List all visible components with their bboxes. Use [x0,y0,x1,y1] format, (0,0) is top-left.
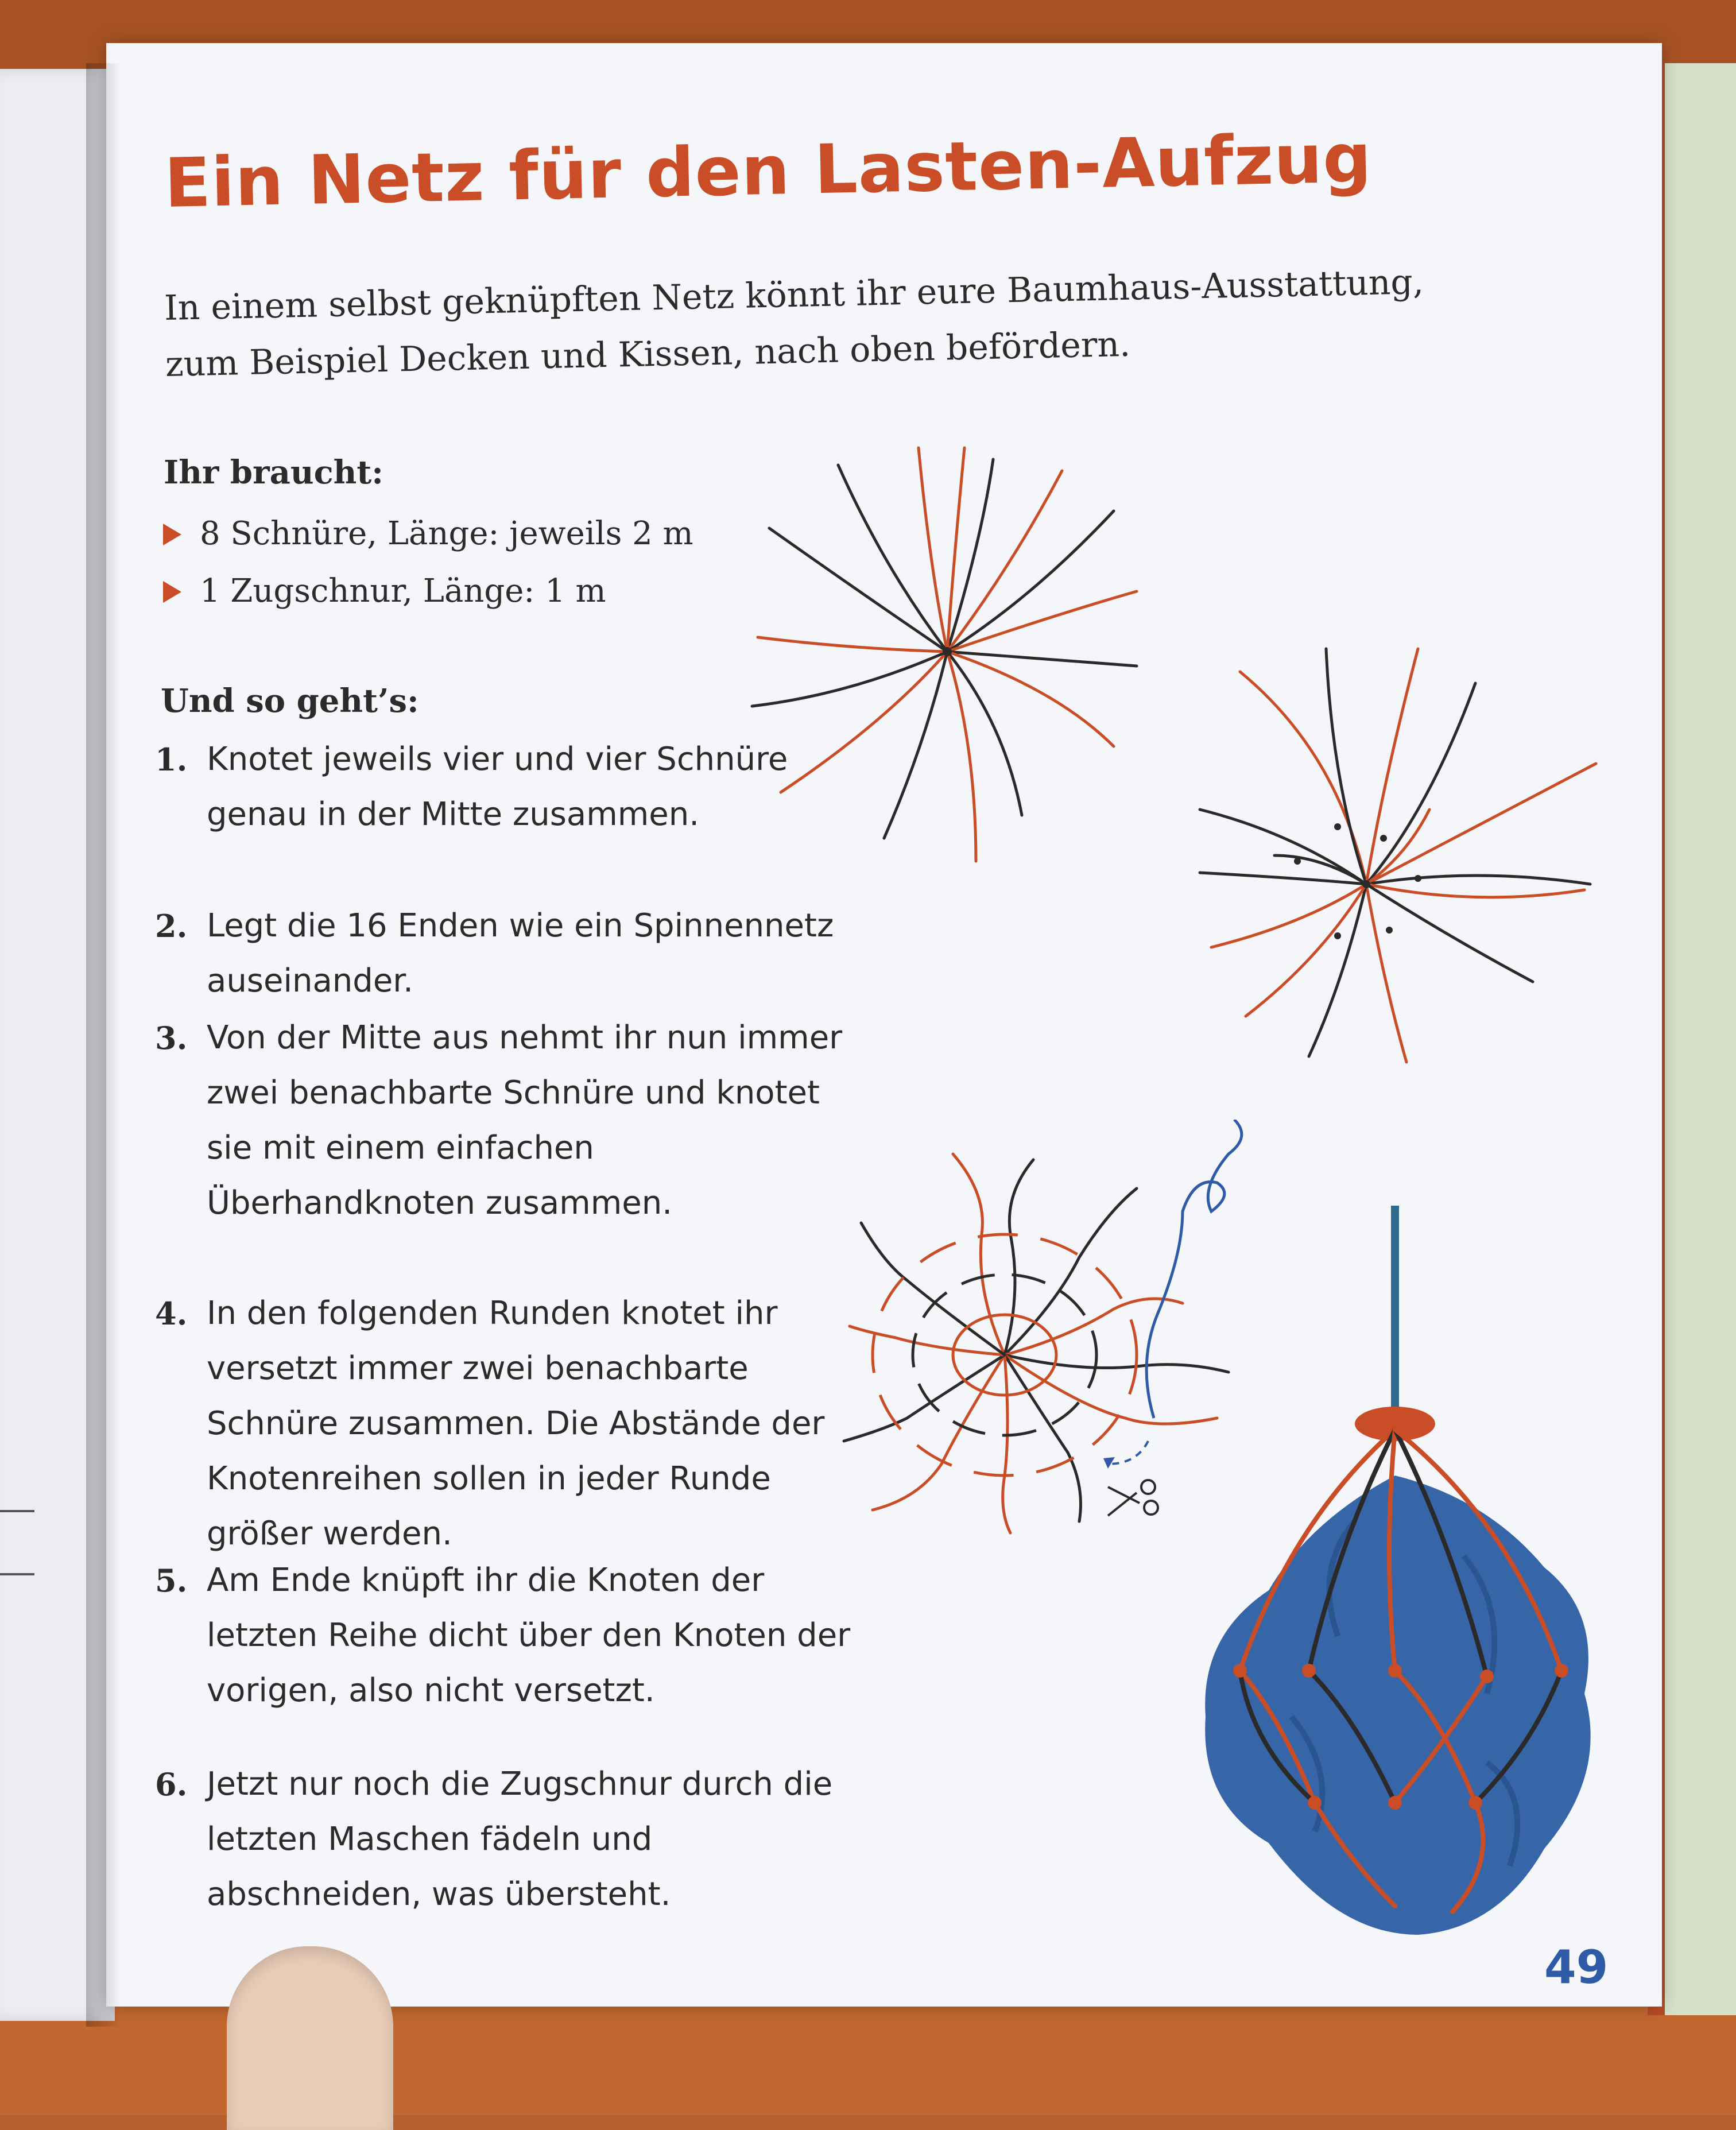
thumb [227,1946,393,2130]
illustration-first-knots [1188,637,1613,1085]
step-text: Knotet jeweils vier und vier Schnüre genau in der Mitte zusammen. [207,741,788,833]
materials-item-text: 1 Zugschnur, Länge: 1 m [200,572,606,610]
step-text: In den folgenden Runden knotet ihr versetzt immer zwei benachbarte Schnüre zusammen. Die Abstände der Knotenreihen sollen in jeder Runde größer werden. [207,1295,825,1552]
book-gutter-shadow [86,63,121,2027]
step-number: 4. [155,1295,188,1332]
threading-arrow [1108,1441,1148,1464]
arrow-bullet-icon [163,524,181,545]
step-item [155,899,855,1010]
step-text: Legt die 16 Enden wie ein Spinnennetz auseinander. [207,907,834,1000]
step-item [155,1757,855,1923]
knotted-strings [1200,649,1596,1062]
step-item [155,1010,855,1286]
scissors-icon [1108,1480,1158,1516]
illustration-filled-net [1165,1200,1625,1958]
center-knot [943,647,952,656]
step-item [155,1553,855,1757]
step-text: Jetzt nur noch die Zugschnur durch die letzten Maschen fädeln und abschneiden, was übersteht. [207,1765,833,1913]
intro-paragraph: In einem selbst geknüpften Netz könnt ihr eure Baumhaus-Ausstattung, zum Beispiel Decken und Kissen, nach oben befördern. [164,262,1424,385]
step-text: Von der Mitte aus nehmt ihr nun immer zwei benachbarte Schnüre und knotet sie mit einem einfachen Überhandknoten zusammen. [207,1019,843,1222]
materials-item [161,505,792,563]
materials-heading: Ihr braucht: [164,454,383,491]
page-number: 49 [1544,1941,1609,1994]
step-number: 2. [155,908,188,944]
arrow-bullet-icon [163,581,181,603]
instructions-heading: Und so geht’s: [161,682,419,720]
step-text: Am Ende knüpft ihr die Knoten der letzten Reihe dicht über den Knoten der vorigen, also nicht versetzt. [207,1562,851,1709]
step-number: 6. [155,1766,188,1803]
left-page-mark [0,1573,34,1575]
blue-bag [1205,1475,1590,1935]
page-title: Ein Netz für den Lasten-Aufzug [164,118,1373,223]
materials-list [161,505,792,620]
step-number: 3. [155,1020,188,1056]
left-page-mark [0,1510,34,1512]
instructions-list [155,732,855,1923]
materials-item [161,563,792,620]
materials-item-text: 8 Schnüre, Länge: jeweils 2 m [200,515,693,552]
step-number: 5. [155,1562,188,1599]
illustration-star-strings [735,425,1171,873]
step-number: 1. [155,741,188,778]
step-item [155,1286,855,1553]
